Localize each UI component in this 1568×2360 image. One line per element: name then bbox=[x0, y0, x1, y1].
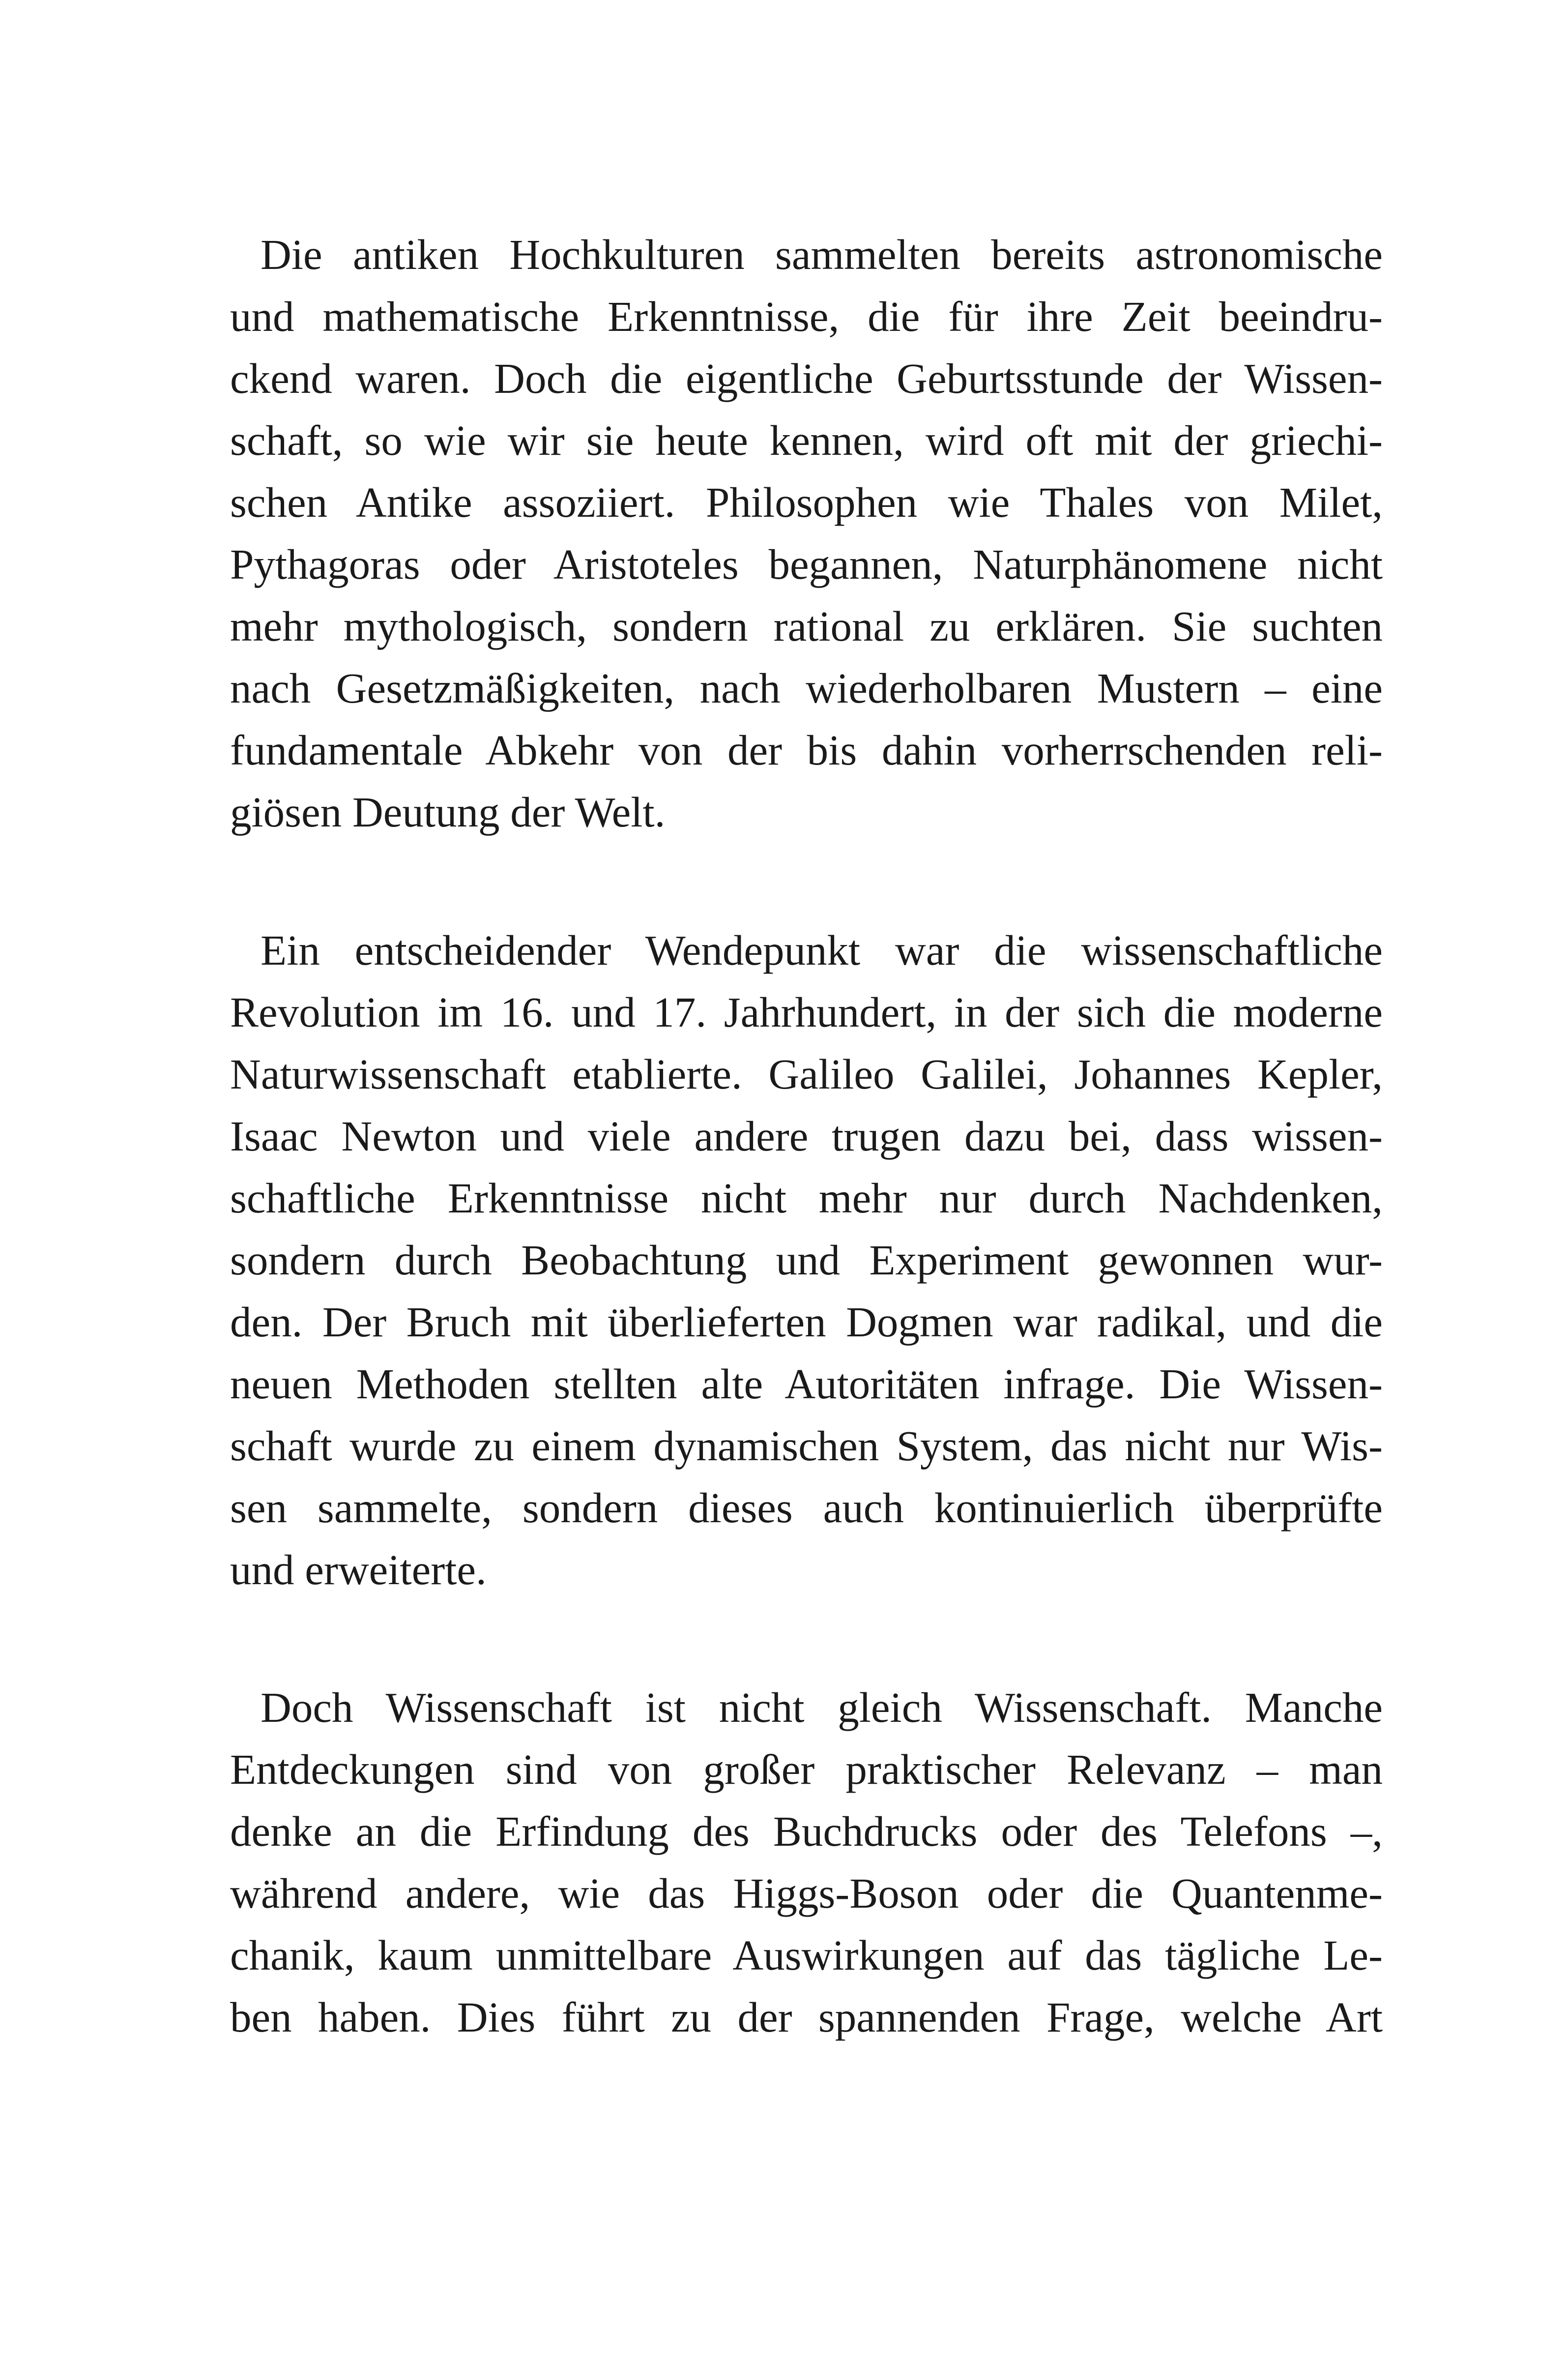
text-line: Entdeckungen sind von großer praktischer Relevanz – man bbox=[230, 1745, 1383, 1793]
text-line: Isaac Newton und viele andere trugen dazu bei, dass wissen- bbox=[230, 1112, 1383, 1160]
text-line: sen sammelte, sondern dieses auch kontinuierlich überprüfte bbox=[230, 1484, 1383, 1532]
text-line: nach Gesetzmäßigkeiten, nach wiederholbaren Mustern – eine bbox=[230, 664, 1383, 712]
text-line: denke an die Erfindung des Buchdrucks oder des Telefons –, bbox=[230, 1807, 1383, 1855]
text-line: ben haben. Dies führt zu der spannenden Frage, welche Art bbox=[230, 1993, 1383, 2041]
text-line: neuen Methoden stellten alte Autoritäten infrage. Die Wissen- bbox=[230, 1360, 1383, 1408]
paragraph-ancient-science bbox=[230, 224, 1383, 843]
text-line: den. Der Bruch mit überlieferten Dogmen war radikal, und die bbox=[230, 1298, 1383, 1346]
text-line: Die antiken Hochkulturen sammelten bereits astronomische bbox=[261, 231, 1383, 278]
paragraph-types-of-science bbox=[230, 1677, 1383, 2048]
text-line: mehr mythologisch, sondern rational zu erklären. Sie suchten bbox=[230, 602, 1383, 650]
text-line: schen Antike assoziiert. Philosophen wie Thales von Milet, bbox=[230, 478, 1383, 526]
text-line: giösen Deutung der Welt. bbox=[230, 788, 666, 836]
text-line: Pythagoras oder Aristoteles begannen, Naturphänomene nicht bbox=[230, 540, 1383, 588]
text-line: während andere, wie das Higgs-Boson oder die Quantenme- bbox=[230, 1869, 1383, 1917]
text-line: schaft, so wie wir sie heute kennen, wird oft mit der griechi- bbox=[230, 416, 1383, 464]
text-line: ckend waren. Doch die eigentliche Geburtsstunde der Wissen- bbox=[230, 354, 1383, 402]
text-line: schaft wurde zu einem dynamischen System, das nicht nur Wis- bbox=[230, 1422, 1383, 1470]
text-line: chanik, kaum unmittelbare Auswirkungen auf das tägliche Le- bbox=[230, 1931, 1383, 1979]
text-line: Doch Wissenschaft ist nicht gleich Wissenschaft. Manche bbox=[261, 1683, 1383, 1731]
text-line: Ein entscheidender Wendepunkt war die wissenschaftliche bbox=[261, 926, 1383, 974]
text-line: und erweiterte. bbox=[230, 1546, 487, 1593]
paragraph-scientific-revolution bbox=[230, 919, 1383, 1601]
text-line: sondern durch Beobachtung und Experiment gewonnen wur- bbox=[230, 1236, 1383, 1284]
text-line: schaftliche Erkenntnisse nicht mehr nur durch Nachdenken, bbox=[230, 1174, 1383, 1222]
text-line: fundamentale Abkehr von der bis dahin vorherrschenden reli- bbox=[230, 726, 1383, 774]
text-line: Naturwissenschaft etablierte. Galileo Galilei, Johannes Kepler, bbox=[230, 1050, 1383, 1098]
text-line: und mathematische Erkenntnisse, die für ihre Zeit beeindru- bbox=[230, 293, 1383, 340]
text-line: Revolution im 16. und 17. Jahrhundert, in der sich die moderne bbox=[230, 988, 1383, 1036]
